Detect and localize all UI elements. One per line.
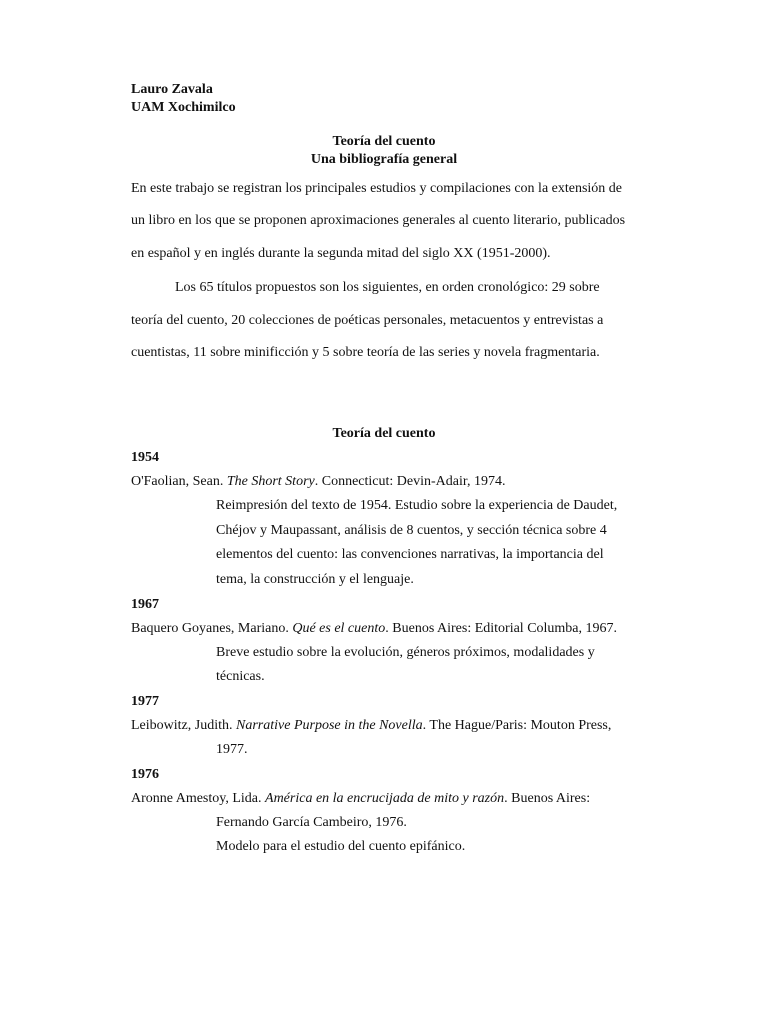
- document-title: Teoría del cuento: [332, 134, 436, 149]
- entry-book-title: Narrative Purpose in the Novella: [236, 718, 423, 733]
- entry-publication: . The Hague/Paris: Mouton Press,: [422, 718, 612, 733]
- entry-note: Reimpresión del texto de 1954. Estudio sobre la experiencia de Daudet,: [216, 498, 618, 513]
- entry-note: Modelo para el estudio del cuento epifánico.: [216, 839, 466, 854]
- entry-year: 1977: [131, 694, 159, 709]
- entry-author: Aronne Amestoy, Lida.: [131, 791, 262, 806]
- intro-p1-line: un libro en los que se proponen aproximaciones generales al cuento literario, publicados: [131, 213, 626, 228]
- entry-year: 1967: [131, 597, 159, 612]
- section-heading: Teoría del cuento: [332, 426, 436, 441]
- entry-year: 1976: [131, 767, 159, 782]
- entry-note: técnicas.: [216, 669, 265, 684]
- entry-book-title: The Short Story: [226, 474, 315, 489]
- entry-author: Baquero Goyanes, Mariano.: [131, 621, 289, 636]
- intro-p2-line: teoría del cuento, 20 colecciones de poéticas personales, metacuentos y entrevistas a: [131, 313, 604, 328]
- entry-year: 1954: [131, 450, 159, 465]
- entry-author: Leibowitz, Judith.: [131, 718, 233, 733]
- author-name: Lauro Zavala: [131, 82, 213, 97]
- entry-note: Fernando García Cambeiro, 1976.: [216, 815, 407, 830]
- document-subtitle: Una bibliografía general: [310, 152, 458, 167]
- entry-note: Chéjov y Maupassant, análisis de 8 cuentos, y sección técnica sobre 4: [216, 523, 607, 538]
- intro-p2-line: Los 65 títulos propuestos son los siguientes, en orden cronológico: 29 sobre: [175, 280, 600, 295]
- entry-note: Breve estudio sobre la evolución, géneros próximos, modalidades y: [216, 645, 595, 660]
- entry-publication: . Buenos Aires: Editorial Columba, 1967.: [385, 621, 618, 636]
- entry-citation: [131, 473, 505, 491]
- entry-note: tema, la construcción y el lenguaje.: [216, 572, 414, 587]
- entry-publication: . Connecticut: Devin-Adair, 1974.: [314, 474, 506, 489]
- entry-citation: [131, 790, 590, 808]
- entry-publication: . Buenos Aires:: [504, 791, 591, 806]
- intro-p2-line: cuentistas, 11 sobre minificción y 5 sobre teoría de las series y novela fragmentaria.: [131, 345, 600, 360]
- entry-book-title: América en la encrucijada de mito y razón: [265, 791, 505, 806]
- entry-citation: [131, 717, 611, 735]
- entry-note: elementos del cuento: las convenciones narrativas, la importancia del: [216, 547, 604, 562]
- intro-p1-line: En este trabajo se registran los principales estudios y compilaciones con la extensión de: [131, 181, 623, 196]
- entry-book-title: Qué es el cuento: [292, 621, 386, 636]
- affiliation: UAM Xochimilco: [131, 100, 236, 115]
- entry-note: 1977.: [216, 742, 248, 757]
- entry-citation: [131, 620, 617, 638]
- entry-author: O'Faolian, Sean.: [131, 474, 224, 489]
- intro-p1-line: en español y en inglés durante la segunda mitad del siglo XX (1951-2000).: [131, 246, 551, 261]
